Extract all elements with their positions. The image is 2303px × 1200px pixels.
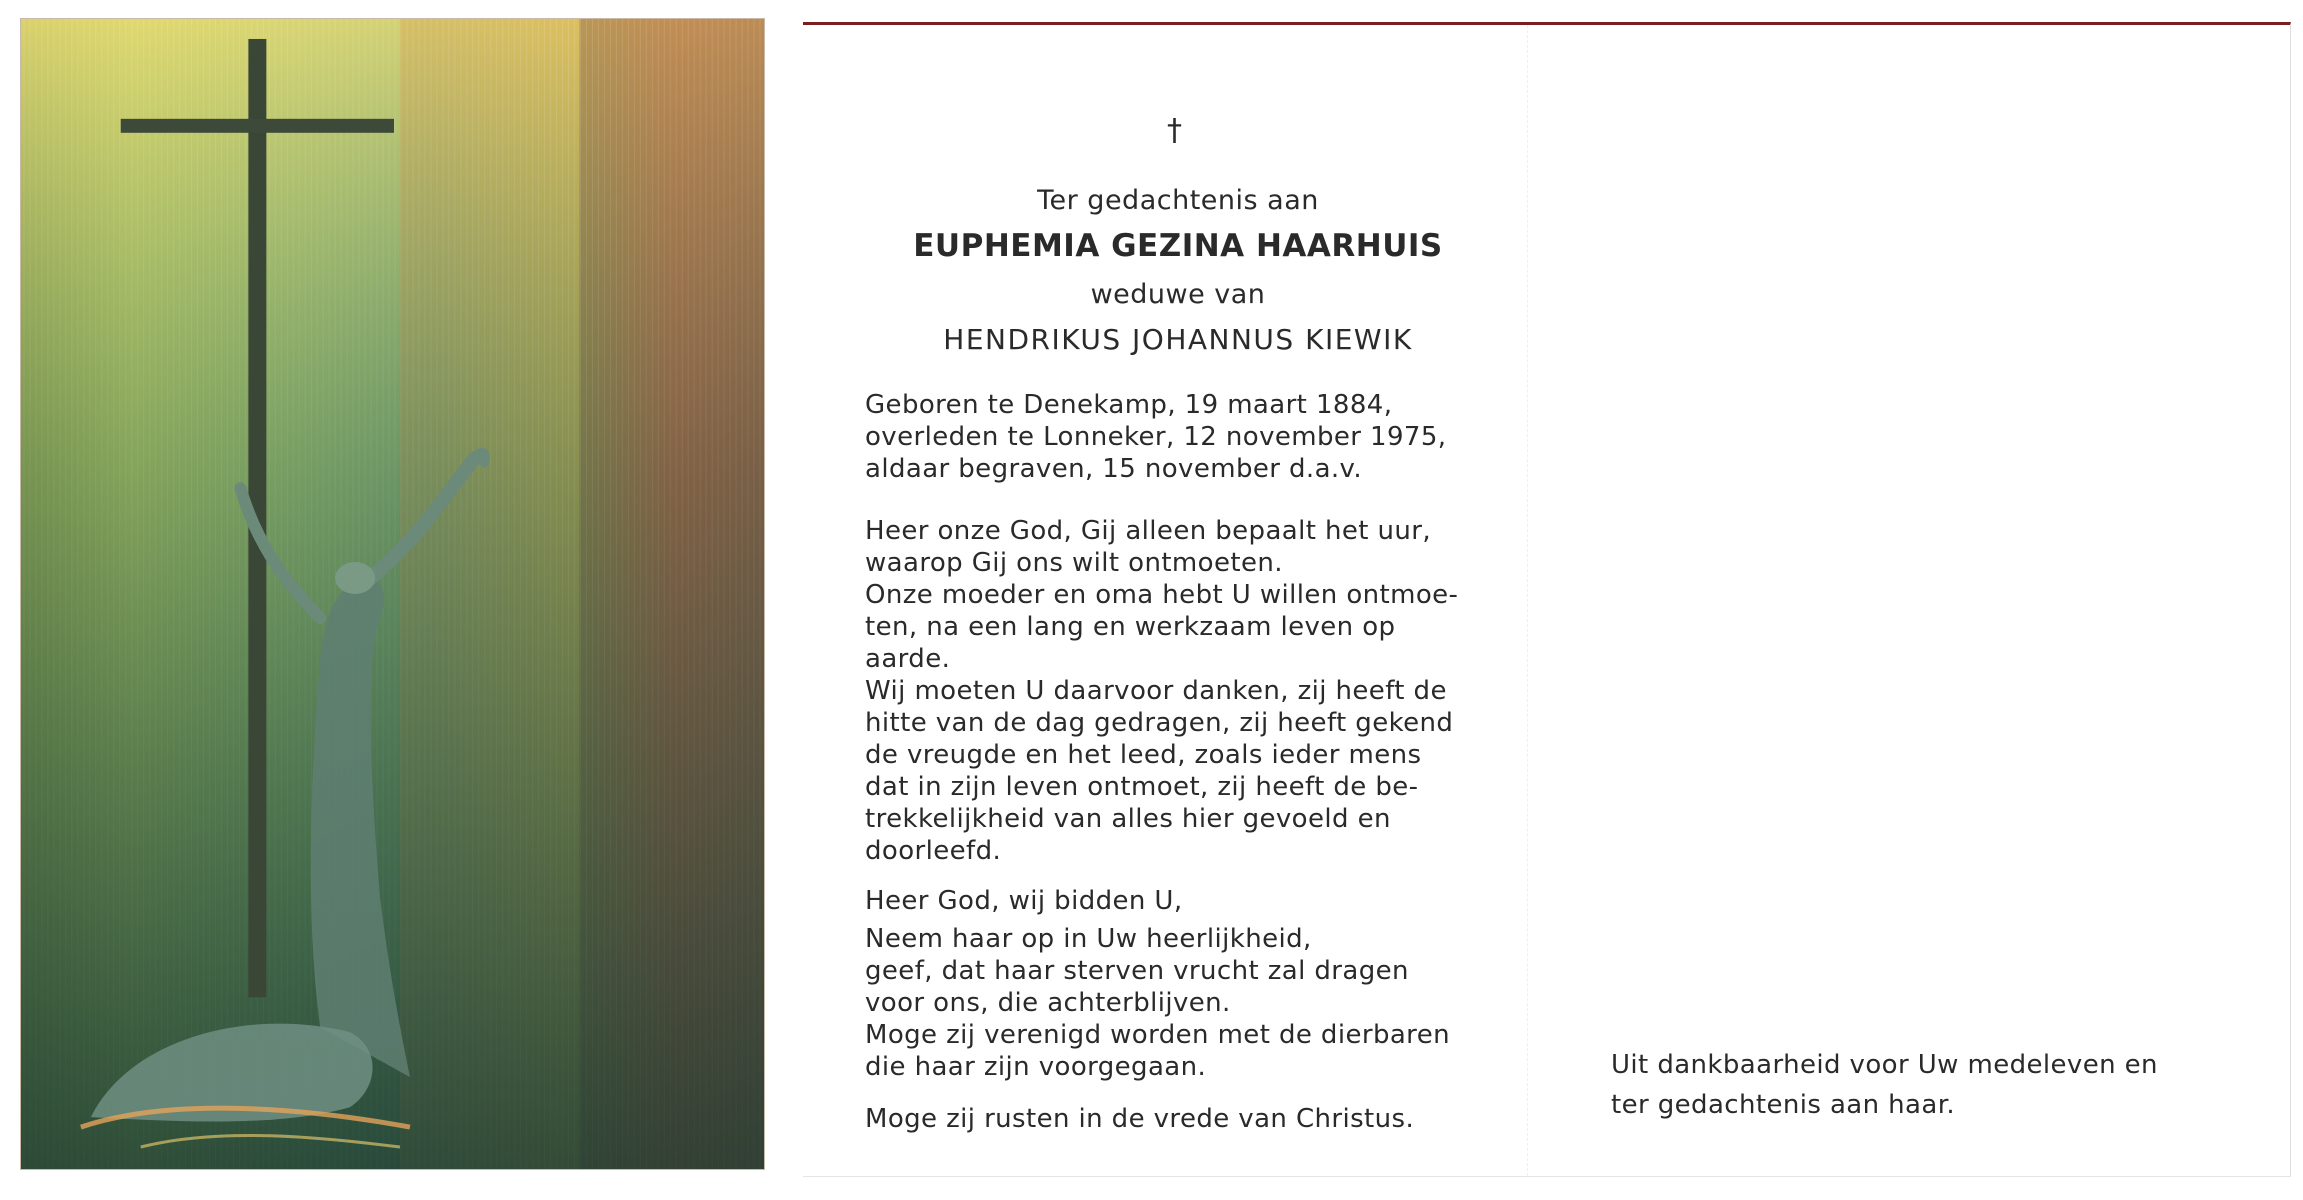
prayer-line: geef, dat haar sterven vrucht zal dragen bbox=[865, 956, 1409, 986]
memorial-painting bbox=[20, 18, 765, 1170]
prayer-line: die haar zijn voorgegaan. bbox=[865, 1052, 1207, 1082]
thanks-note bbox=[1611, 1045, 2231, 1125]
prayer-line: Heer God, wij bidden U, bbox=[865, 886, 1183, 916]
prayer-paragraph-2 bbox=[865, 885, 1485, 1083]
prayer-line: dat in zijn leven ontmoet, zij heeft de be- bbox=[865, 772, 1419, 802]
prayer-line: Neem haar op in Uw heerlijkheid, bbox=[865, 924, 1312, 954]
prayer-line: hitte van de dag gedragen, zij heeft gekend bbox=[865, 708, 1454, 738]
prayer-line: doorleefd. bbox=[865, 836, 1002, 866]
birth-line: Geboren te Denekamp, 19 maart 1884, bbox=[865, 390, 1393, 420]
death-line: overleden te Lonneker, 12 november 1975, bbox=[865, 422, 1447, 452]
husband-name: HENDRIKUS JOHANNUS KIEWIK bbox=[943, 323, 1413, 356]
prayer-line: aarde. bbox=[865, 644, 951, 674]
thanks-line: ter gedachtenis aan haar. bbox=[1611, 1090, 1956, 1120]
intro-line: Ter gedachtenis aan bbox=[1037, 185, 1319, 216]
prayer-line: Onze moeder en oma hebt U willen ontmoe- bbox=[865, 580, 1459, 610]
prayer-line: ten, na een lang en werkzaam leven op bbox=[865, 612, 1396, 642]
prayer-paragraph-1 bbox=[865, 515, 1485, 867]
cross-symbol: † bbox=[1167, 113, 1182, 148]
prayer-line: Moge zij verenigd worden met de dierbaren bbox=[865, 1020, 1450, 1050]
prayer-line: Heer onze God, Gij alleen bepaalt het uur, bbox=[865, 516, 1432, 546]
memorial-card-text bbox=[803, 22, 2291, 1177]
life-dates bbox=[865, 389, 1485, 485]
burial-line: aldaar begraven, 15 november d.a.v. bbox=[865, 454, 1362, 484]
prayer-line: waarop Gij ons wilt ontmoeten. bbox=[865, 548, 1283, 578]
prayer-line: voor ons, die achterblijven. bbox=[865, 988, 1231, 1018]
prayer-line: de vreugde en het leed, zoals ieder mens bbox=[865, 740, 1422, 770]
closing-line: Moge zij rusten in de vrede van Christus. bbox=[865, 1104, 1415, 1134]
widow-of-line: weduwe van bbox=[1090, 279, 1266, 310]
deceased-name: EUPHEMIA GEZINA HAARHUIS bbox=[913, 228, 1443, 264]
thanks-line: Uit dankbaarheid voor Uw medeleven en bbox=[1611, 1050, 2158, 1080]
prayer-line: trekkelijkheid van alles hier gevoeld en bbox=[865, 804, 1391, 834]
crucifix-painting-image bbox=[21, 19, 764, 1169]
prayer-line: Wij moeten U daarvoor danken, zij heeft de bbox=[865, 676, 1447, 706]
fold-line bbox=[1527, 25, 1528, 1176]
